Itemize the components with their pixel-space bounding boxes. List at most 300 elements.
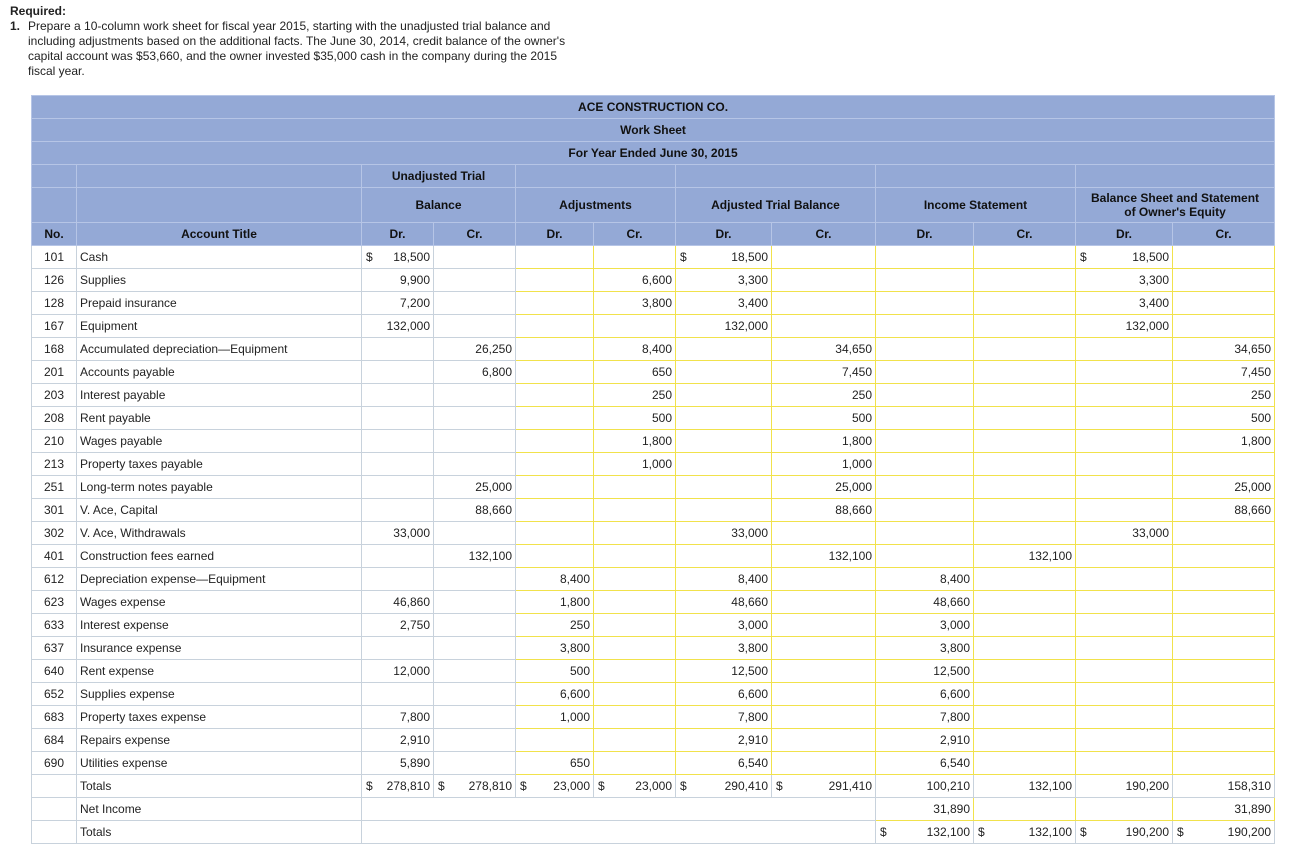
cell-is-dr[interactable] (876, 683, 974, 706)
cell-atb-cr[interactable] (772, 683, 876, 706)
cell-bs-cr[interactable] (1173, 683, 1275, 706)
cell-bs-dr[interactable] (1076, 637, 1173, 660)
account-number: 208 (32, 407, 77, 430)
cell-bs-cr[interactable] (1173, 430, 1275, 453)
cell-adj-dr[interactable] (516, 453, 594, 476)
account-title: V. Ace, Capital (77, 499, 362, 522)
cell-is-dr[interactable] (876, 729, 974, 752)
account-title: Insurance expense (77, 637, 362, 660)
cell-is-cr[interactable] (974, 453, 1076, 476)
cell-is-cr[interactable] (974, 752, 1076, 775)
cell-is-cr[interactable] (974, 499, 1076, 522)
cell-bs-dr[interactable] (1076, 568, 1173, 591)
cell-adj-cr[interactable] (594, 683, 676, 706)
cell-adj-cr[interactable] (594, 729, 676, 752)
cell-is-dr[interactable] (876, 384, 974, 407)
account-number: 684 (32, 729, 77, 752)
cell-adj-dr[interactable] (516, 637, 594, 660)
cell-adj-cr[interactable] (594, 568, 676, 591)
final-totals-label: Totals (77, 821, 362, 844)
cell-adj-cr[interactable] (594, 499, 676, 522)
final-total-bs-cr (1173, 821, 1275, 844)
totals-row (32, 775, 1275, 798)
cell-bs-dr[interactable] (1076, 361, 1173, 384)
cell-is-dr[interactable] (876, 752, 974, 775)
cell-is-cr[interactable] (974, 430, 1076, 453)
cell-is-dr[interactable] (876, 706, 974, 729)
account-title: Rent expense (77, 660, 362, 683)
cell-is-cr[interactable] (974, 545, 1076, 568)
cell-adj-dr[interactable] (516, 292, 594, 315)
cell-adj-cr[interactable] (594, 752, 676, 775)
cell-adj-cr[interactable] (594, 315, 676, 338)
work-sheet-table (31, 95, 1275, 844)
cell-bs-cr[interactable] (1173, 591, 1275, 614)
cell-bs-dr[interactable] (1076, 706, 1173, 729)
cell-is-dr[interactable] (876, 568, 974, 591)
cell-adj-dr[interactable] (516, 315, 594, 338)
cell-atb-dr-value: 12,500 (731, 664, 768, 678)
cell-bs-dr[interactable] (1076, 660, 1173, 683)
cell-is-dr[interactable] (876, 338, 974, 361)
cell-atb-cr[interactable] (772, 637, 876, 660)
cell-bs-cr[interactable] (1173, 752, 1275, 775)
cell-bs-dr[interactable] (1076, 430, 1173, 453)
account-title: Interest expense (77, 614, 362, 637)
cell-bs-cr[interactable] (1173, 246, 1275, 269)
cell-is-cr[interactable] (974, 522, 1076, 545)
cell-bs-cr[interactable] (1173, 660, 1275, 683)
required-instructions (10, 4, 630, 79)
cell-is-dr[interactable] (876, 453, 974, 476)
cell-atb-dr-value: 6,540 (737, 756, 768, 770)
col-dr: Dr. (516, 223, 594, 246)
account-number: 128 (32, 292, 77, 315)
account-number: 167 (32, 315, 77, 338)
cell-is-dr[interactable] (876, 660, 974, 683)
cell-atb-cr[interactable] (772, 729, 876, 752)
cell-adj-dr[interactable] (516, 361, 594, 384)
cell-is-dr[interactable] (876, 499, 974, 522)
account-number: 637 (32, 637, 77, 660)
cell-utb-dr (362, 637, 434, 660)
cell-atb-cr-value: 132,100 (828, 549, 872, 563)
cell-atb-cr[interactable] (772, 706, 876, 729)
cell-is-dr-value: 48,660 (933, 595, 970, 609)
net-income-is-dr-value: 31,890 (933, 802, 970, 816)
cell-is-dr-value: 3,800 (939, 641, 970, 655)
cell-utb-dr (362, 614, 434, 637)
cell-atb-cr[interactable] (772, 269, 876, 292)
table-row (32, 683, 1275, 706)
cell-bs-cr[interactable] (1173, 499, 1275, 522)
cell-is-dr[interactable] (876, 637, 974, 660)
cell-utb-dr-value: 9,900 (399, 273, 430, 287)
cell-bs-cr[interactable] (1173, 637, 1275, 660)
cell-atb-cr[interactable] (772, 315, 876, 338)
cell-adj-dr[interactable] (516, 430, 594, 453)
cell-atb-dr[interactable] (676, 545, 772, 568)
total-atb-cr-value: 291,410 (828, 779, 872, 793)
cell-atb-cr[interactable] (772, 407, 876, 430)
cell-atb-cr[interactable] (772, 246, 876, 269)
cell-atb-dr[interactable] (676, 361, 772, 384)
cell-atb-dr[interactable] (676, 338, 772, 361)
cell-atb-dr[interactable] (676, 407, 772, 430)
cell-adj-cr-value: 1,800 (641, 434, 672, 448)
cell-adj-dr[interactable] (516, 660, 594, 683)
net-income-bs-dr[interactable] (1076, 798, 1173, 821)
cell-atb-dr[interactable] (676, 430, 772, 453)
cell-atb-cr-value: 25,000 (835, 480, 872, 494)
cell-utb-cr (434, 384, 516, 407)
cell-is-dr-value: 12,500 (933, 664, 970, 678)
cell-atb-dr[interactable] (676, 637, 772, 660)
cell-bs-cr-value: 1,800 (1241, 434, 1272, 448)
cell-adj-dr[interactable] (516, 729, 594, 752)
total-utb-dr-value: 278,810 (386, 779, 430, 793)
cell-adj-dr[interactable] (516, 269, 594, 292)
table-row (32, 384, 1275, 407)
cell-atb-cr[interactable] (772, 522, 876, 545)
cell-bs-dr-value: 33,000 (1132, 526, 1169, 540)
cell-atb-cr[interactable] (772, 752, 876, 775)
account-number: 640 (32, 660, 77, 683)
cell-adj-dr[interactable] (516, 568, 594, 591)
cell-bs-dr[interactable] (1076, 683, 1173, 706)
cell-utb-dr (362, 315, 434, 338)
balance-sheet-header (1076, 188, 1275, 223)
cell-atb-dr[interactable] (676, 660, 772, 683)
total-adj-dr-value: 23,000 (553, 779, 590, 793)
cell-adj-dr[interactable] (516, 338, 594, 361)
cell-is-cr[interactable] (974, 384, 1076, 407)
net-income-is-dr[interactable] (876, 798, 974, 821)
cell-utb-dr (362, 591, 434, 614)
account-title: Utilities expense (77, 752, 362, 775)
cell-utb-cr (434, 338, 516, 361)
final-totals-row (32, 821, 1275, 844)
cell-atb-dr-value: 6,600 (737, 687, 768, 701)
cell-utb-cr (434, 522, 516, 545)
cell-utb-dr-value: 7,800 (399, 710, 430, 724)
cell-bs-dr[interactable] (1076, 246, 1173, 269)
blank-cell (32, 798, 77, 821)
cell-is-cr[interactable] (974, 361, 1076, 384)
col-dr: Dr. (1076, 223, 1173, 246)
cell-is-dr-value: 6,540 (939, 756, 970, 770)
cell-adj-dr[interactable] (516, 476, 594, 499)
cell-adj-dr[interactable] (516, 246, 594, 269)
currency-symbol: $ (438, 779, 445, 793)
cell-adj-cr-value: 6,600 (641, 273, 672, 287)
cell-is-dr[interactable] (876, 522, 974, 545)
table-row (32, 476, 1275, 499)
total-is-dr-value: 100,210 (926, 779, 970, 793)
col-cr: Cr. (1173, 223, 1275, 246)
cell-adj-dr[interactable] (516, 499, 594, 522)
cell-adj-cr[interactable] (594, 361, 676, 384)
cell-atb-cr[interactable] (772, 430, 876, 453)
cell-is-dr[interactable] (876, 591, 974, 614)
cell-bs-dr[interactable] (1076, 453, 1173, 476)
cell-bs-cr[interactable] (1173, 384, 1275, 407)
cell-bs-cr[interactable] (1173, 614, 1275, 637)
cell-bs-dr[interactable] (1076, 269, 1173, 292)
cell-atb-cr[interactable] (772, 338, 876, 361)
blank-cell (32, 821, 77, 844)
cell-is-dr[interactable] (876, 545, 974, 568)
cell-atb-dr[interactable] (676, 614, 772, 637)
cell-atb-dr[interactable] (676, 315, 772, 338)
cell-is-cr[interactable] (974, 568, 1076, 591)
cell-adj-cr[interactable] (594, 660, 676, 683)
cell-is-dr[interactable] (876, 430, 974, 453)
cell-bs-dr[interactable] (1076, 522, 1173, 545)
cell-bs-dr[interactable] (1076, 729, 1173, 752)
cell-utb-dr-value: 7,200 (399, 296, 430, 310)
cell-utb-cr-value: 26,250 (475, 342, 512, 356)
cell-atb-cr[interactable] (772, 499, 876, 522)
cell-is-dr[interactable] (876, 476, 974, 499)
cell-atb-cr[interactable] (772, 453, 876, 476)
cell-adj-dr[interactable] (516, 706, 594, 729)
cell-atb-dr[interactable] (676, 706, 772, 729)
cell-atb-cr[interactable] (772, 292, 876, 315)
cell-adj-cr[interactable] (594, 637, 676, 660)
cell-atb-dr[interactable] (676, 499, 772, 522)
cell-adj-cr[interactable] (594, 430, 676, 453)
cell-is-cr[interactable] (974, 706, 1076, 729)
cell-adj-cr-value: 500 (651, 411, 672, 425)
cell-bs-dr[interactable] (1076, 752, 1173, 775)
cell-atb-dr[interactable] (676, 292, 772, 315)
account-number: 168 (32, 338, 77, 361)
table-row (32, 338, 1275, 361)
cell-bs-cr-value: 7,450 (1241, 365, 1272, 379)
cell-atb-dr[interactable] (676, 568, 772, 591)
cell-is-cr[interactable] (974, 246, 1076, 269)
cell-is-cr[interactable] (974, 315, 1076, 338)
cell-bs-dr[interactable] (1076, 591, 1173, 614)
total-atb-cr (772, 775, 876, 798)
cell-utb-dr (362, 568, 434, 591)
cell-is-dr-value: 7,800 (939, 710, 970, 724)
cell-atb-dr[interactable] (676, 246, 772, 269)
cell-is-dr[interactable] (876, 269, 974, 292)
account-title: Property taxes expense (77, 706, 362, 729)
cell-adj-cr[interactable] (594, 246, 676, 269)
cell-atb-cr[interactable] (772, 476, 876, 499)
cell-is-dr[interactable] (876, 407, 974, 430)
cell-bs-dr[interactable] (1076, 338, 1173, 361)
cell-bs-cr[interactable] (1173, 706, 1275, 729)
cell-bs-dr-value: 18,500 (1132, 250, 1169, 264)
cell-adj-cr[interactable] (594, 292, 676, 315)
cell-bs-cr[interactable] (1173, 568, 1275, 591)
cell-bs-cr-value: 500 (1251, 411, 1272, 425)
account-title: Interest payable (77, 384, 362, 407)
cell-bs-cr[interactable] (1173, 338, 1275, 361)
cell-adj-cr[interactable] (594, 384, 676, 407)
cell-is-cr[interactable] (974, 729, 1076, 752)
cell-atb-dr-value: 3,300 (737, 273, 768, 287)
cell-is-dr[interactable] (876, 614, 974, 637)
total-atb-dr (676, 775, 772, 798)
cell-is-dr-value: 6,600 (939, 687, 970, 701)
cell-adj-cr[interactable] (594, 545, 676, 568)
cell-adj-cr[interactable] (594, 453, 676, 476)
required-title: Required: (10, 4, 67, 18)
cell-is-cr[interactable] (974, 292, 1076, 315)
cell-adj-dr[interactable] (516, 384, 594, 407)
cell-atb-cr[interactable] (772, 384, 876, 407)
cell-adj-cr[interactable] (594, 476, 676, 499)
cell-atb-cr[interactable] (772, 568, 876, 591)
totals-label: Totals (77, 775, 362, 798)
cell-bs-cr[interactable] (1173, 315, 1275, 338)
table-row (32, 660, 1275, 683)
cell-atb-dr[interactable] (676, 683, 772, 706)
currency-symbol: $ (1177, 825, 1184, 839)
cell-bs-dr[interactable] (1076, 499, 1173, 522)
account-number: 401 (32, 545, 77, 568)
cell-adj-cr[interactable] (594, 338, 676, 361)
cell-adj-cr[interactable] (594, 522, 676, 545)
cell-utb-dr (362, 338, 434, 361)
cell-is-cr[interactable] (974, 338, 1076, 361)
cell-bs-dr[interactable] (1076, 315, 1173, 338)
cell-utb-dr-value: 2,910 (399, 733, 430, 747)
cell-utb-dr (362, 361, 434, 384)
cell-adj-dr[interactable] (516, 683, 594, 706)
currency-symbol: $ (366, 250, 373, 264)
cell-is-dr-value: 2,910 (939, 733, 970, 747)
col-cr: Cr. (772, 223, 876, 246)
cell-utb-cr-value: 6,800 (481, 365, 512, 379)
cell-is-cr[interactable] (974, 637, 1076, 660)
cell-is-cr[interactable] (974, 660, 1076, 683)
cell-bs-cr[interactable] (1173, 453, 1275, 476)
cell-adj-cr[interactable] (594, 269, 676, 292)
cell-adj-dr-value: 650 (569, 756, 590, 770)
cell-bs-dr[interactable] (1076, 292, 1173, 315)
cell-utb-dr-value: 33,000 (393, 526, 430, 540)
cell-adj-dr[interactable] (516, 752, 594, 775)
cell-atb-dr-value: 132,000 (724, 319, 768, 333)
cell-atb-dr[interactable] (676, 752, 772, 775)
cell-utb-cr (434, 430, 516, 453)
cell-bs-cr[interactable] (1173, 269, 1275, 292)
net-income-is-cr[interactable] (974, 798, 1076, 821)
table-row (32, 752, 1275, 775)
cell-utb-dr (362, 292, 434, 315)
required-number: 1. (10, 19, 21, 33)
cell-atb-dr[interactable] (676, 729, 772, 752)
cell-is-cr[interactable] (974, 591, 1076, 614)
worksheet-period: For Year Ended June 30, 2015 (32, 142, 1275, 165)
table-row (32, 545, 1275, 568)
cell-adj-cr[interactable] (594, 614, 676, 637)
company-name: ACE CONSTRUCTION CO. (32, 96, 1275, 119)
net-income-bs-cr[interactable] (1173, 798, 1275, 821)
cell-is-cr[interactable] (974, 269, 1076, 292)
cell-adj-dr[interactable] (516, 522, 594, 545)
cell-bs-dr[interactable] (1076, 407, 1173, 430)
currency-symbol: $ (366, 779, 373, 793)
cell-adj-dr-value: 500 (569, 664, 590, 678)
cell-bs-cr[interactable] (1173, 476, 1275, 499)
cell-utb-dr (362, 269, 434, 292)
cell-atb-dr[interactable] (676, 591, 772, 614)
cell-atb-cr[interactable] (772, 591, 876, 614)
cell-utb-dr (362, 522, 434, 545)
cell-is-dr[interactable] (876, 361, 974, 384)
cell-bs-dr[interactable] (1076, 545, 1173, 568)
cell-bs-cr[interactable] (1173, 545, 1275, 568)
cell-adj-cr-value: 1,000 (641, 457, 672, 471)
cell-adj-dr[interactable] (516, 407, 594, 430)
cell-is-cr[interactable] (974, 476, 1076, 499)
cell-is-dr[interactable] (876, 292, 974, 315)
cell-is-dr[interactable] (876, 315, 974, 338)
account-title: Supplies expense (77, 683, 362, 706)
table-row (32, 591, 1275, 614)
cell-atb-cr[interactable] (772, 545, 876, 568)
cell-utb-dr (362, 384, 434, 407)
cell-is-cr[interactable] (974, 614, 1076, 637)
cell-is-cr[interactable] (974, 407, 1076, 430)
cell-adj-cr-value: 3,800 (641, 296, 672, 310)
cell-utb-dr (362, 660, 434, 683)
total-adj-dr (516, 775, 594, 798)
cell-atb-dr[interactable] (676, 384, 772, 407)
cell-atb-dr-value: 3,800 (737, 641, 768, 655)
cell-atb-cr[interactable] (772, 660, 876, 683)
total-bs-cr (1173, 775, 1275, 798)
cell-adj-cr-value: 650 (651, 365, 672, 379)
account-number: 251 (32, 476, 77, 499)
cell-atb-dr[interactable] (676, 522, 772, 545)
cell-bs-cr[interactable] (1173, 292, 1275, 315)
cell-adj-cr[interactable] (594, 706, 676, 729)
cell-adj-dr[interactable] (516, 591, 594, 614)
cell-utb-cr-value: 25,000 (475, 480, 512, 494)
cell-bs-cr[interactable] (1173, 361, 1275, 384)
cell-bs-dr[interactable] (1076, 614, 1173, 637)
account-number: 126 (32, 269, 77, 292)
cell-atb-cr[interactable] (772, 361, 876, 384)
blank-cell (362, 798, 876, 821)
cell-adj-cr[interactable] (594, 591, 676, 614)
cell-atb-dr[interactable] (676, 476, 772, 499)
cell-atb-dr[interactable] (676, 269, 772, 292)
total-utb-dr (362, 775, 434, 798)
cell-adj-cr[interactable] (594, 407, 676, 430)
cell-bs-cr[interactable] (1173, 522, 1275, 545)
cell-bs-dr[interactable] (1076, 476, 1173, 499)
cell-atb-cr[interactable] (772, 614, 876, 637)
unadjusted-header-top: Unadjusted Trial (362, 165, 516, 188)
cell-bs-cr[interactable] (1173, 407, 1275, 430)
cell-adj-dr[interactable] (516, 614, 594, 637)
cell-is-dr[interactable] (876, 246, 974, 269)
cell-bs-dr[interactable] (1076, 384, 1173, 407)
cell-atb-dr[interactable] (676, 453, 772, 476)
cell-is-cr[interactable] (974, 683, 1076, 706)
cell-adj-dr[interactable] (516, 545, 594, 568)
cell-bs-cr[interactable] (1173, 729, 1275, 752)
